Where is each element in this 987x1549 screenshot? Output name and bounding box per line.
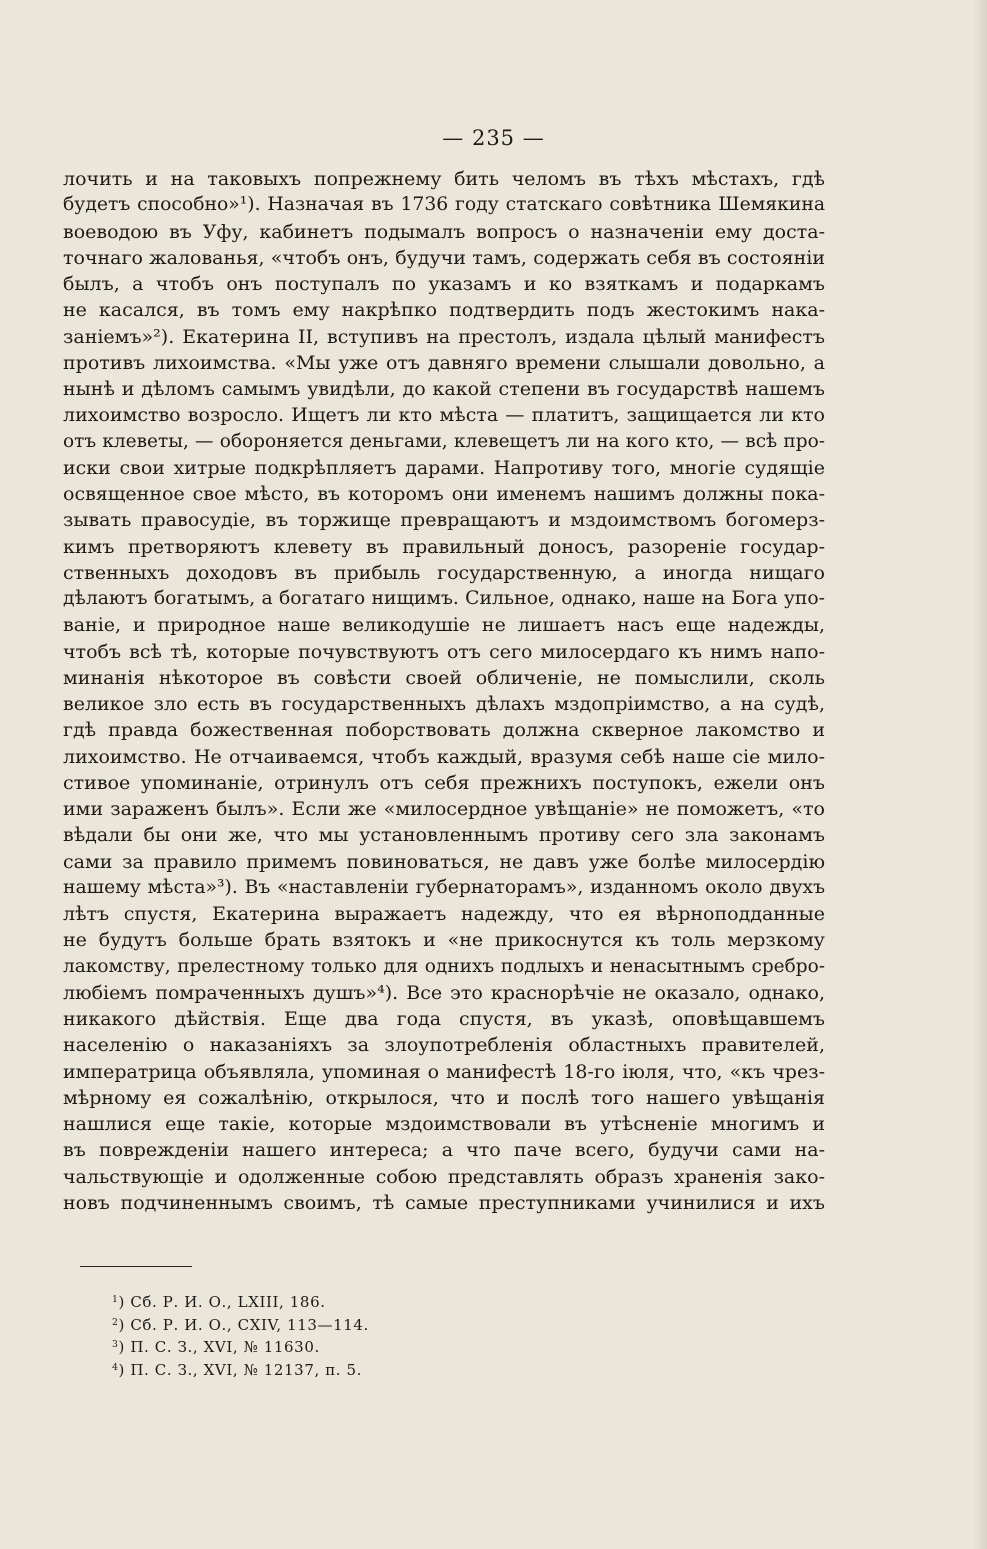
text-line: отъ клеветы, — обороняется деньгами, клевещетъ ли на кого кто, — всѣ про- xyxy=(63,430,825,452)
footnote-text: ) П. С. З., XVI, № 11630. xyxy=(118,1338,320,1357)
text-line: новъ подчиненнымъ своимъ, тѣ самые преступниками учинилися и ихъ xyxy=(63,1191,825,1214)
footnote-text: ) Сб. Р. И. О., CXIV, 113—114. xyxy=(118,1315,369,1334)
text-line: точнаго жалованья, «чтобъ онъ, будучи тамъ, содержать себя въ состояніи xyxy=(63,246,825,269)
text-line: чальствующіе и одолженные собою представлять образъ храненія зако- xyxy=(63,1165,825,1188)
text-line: лѣтъ спустя, Екатерина выражаетъ надежду, что ея вѣрноподданные xyxy=(63,903,825,925)
text-line: чтобъ всѣ тѣ, которые почувствуютъ отъ сего милосердаго къ нимъ напо- xyxy=(63,640,825,663)
footnote xyxy=(112,1336,369,1359)
text-line: сами за правило примемъ повиноваться, не давъ уже болѣе милосердію xyxy=(63,850,825,873)
footnote xyxy=(112,1359,369,1382)
text-line: кимъ претворяютъ клевету въ правильный доносъ, разореніе государ- xyxy=(63,535,825,558)
text-line: никакого дѣйствія. Еще два года спустя, въ указѣ, оповѣщавшемъ xyxy=(63,1008,825,1030)
footnote-mark: 2 xyxy=(112,1316,119,1328)
text-line: будетъ способно»¹). Назначая въ 1736 году статскаго совѣтника Шемякина xyxy=(63,194,825,216)
page-edge-shadow xyxy=(973,0,987,1549)
text-line: нашлися еще такіе, которые мздоимствовали въ утѣсненіе многимъ и xyxy=(63,1113,825,1135)
text-line: стивое упоминаніе, отринулъ отъ себя прежнихъ поступокъ, ежели онъ xyxy=(63,771,825,794)
footnote-divider xyxy=(80,1266,192,1267)
text-line: мѣрному ея сожалѣнію, открылося, что и послѣ того нашего увѣщанія xyxy=(63,1086,825,1109)
text-line: дѣлаютъ богатымъ, а богатаго нищимъ. Сильное, однако, наше на Бога упо- xyxy=(63,588,825,609)
text-line: великое зло есть въ государственныхъ дѣлахъ мздопріимство, а на судѣ, xyxy=(63,693,825,715)
text-line: гдѣ правда божественная поборствовать должна скверное лакомство и xyxy=(63,719,825,742)
text-line: противъ лихоимства. «Мы уже отъ давняго времени слышали довольно, а xyxy=(63,351,825,374)
text-line: императрица объявляла, упоминая о манифестѣ 18-го іюля, что, «къ чрез- xyxy=(63,1060,825,1083)
text-line: зывать правосудіе, въ торжище превращаютъ и мздоимствомъ богомерз- xyxy=(63,509,825,532)
text-line: вѣдали бы они же, что мы установленнымъ противу сего зла законамъ xyxy=(63,824,825,847)
text-line: нашему мѣста»³). Въ «наставленіи губернаторамъ», изданномъ около двухъ xyxy=(63,876,825,898)
text-line: ственныхъ доходовъ въ прибыль государственную, а иногда нищаго xyxy=(63,561,825,584)
footnote xyxy=(112,1291,369,1314)
footnote-text: ) Сб. Р. И. О., LXIII, 186. xyxy=(118,1293,326,1311)
body-text xyxy=(63,166,825,1216)
footnotes-list xyxy=(112,1291,369,1381)
text-line: былъ, а чтобъ онъ поступалъ по указамъ и ко взяткамъ и подаркамъ xyxy=(63,273,825,295)
text-line: ими зараженъ былъ». Если же «милосердное увѣщаніе» не поможетъ, «то xyxy=(63,798,825,820)
text-line: иски свои хитрые подкрѣпляетъ дарами. Напротиву того, многіе судящіе xyxy=(63,456,825,479)
text-line: воеводою въ Уфу, кабинетъ подымалъ вопросъ о назначеніи ему доста- xyxy=(63,220,825,243)
footnote xyxy=(112,1314,369,1337)
text-line: въ поврежденіи нашего интереса; а что паче всего, будучи сами на- xyxy=(63,1139,825,1162)
text-line: лочить и на таковыхъ попрежнему бить челомъ въ тѣхъ мѣстахъ, гдѣ xyxy=(63,168,825,190)
text-line: лакомству, прелестному только для однихъ подлыхъ и ненасытнымъ сребро- xyxy=(63,955,825,977)
text-line: любіемъ помраченныхъ душъ»⁴). Все это краснорѣчіе не оказало, однако, xyxy=(63,981,825,1004)
text-line: минанія нѣкоторое въ совѣсти своей обличеніе, не помыслили, сколь xyxy=(63,666,825,689)
footnote-mark: 4 xyxy=(112,1361,119,1373)
footnote-mark: 1 xyxy=(112,1293,119,1305)
footnote-text: ) П. С. З., XVI, № 12137, п. 5. xyxy=(118,1360,363,1379)
footnote-mark: 3 xyxy=(112,1339,119,1351)
text-line: не будутъ больше брать взятокъ и «не прикоснутся къ толь мерзкому xyxy=(63,929,825,952)
text-line: ваніе, и природное наше великодушіе не лишаетъ насъ еще надежды, xyxy=(63,614,825,637)
text-line: освященное свое мѣсто, въ которомъ они именемъ нашимъ должны пока- xyxy=(63,483,825,505)
text-line: заніемъ»²). Екатерина II, вступивъ на престолъ, издала цѣлый манифестъ xyxy=(63,325,825,348)
text-line: не касался, въ томъ ему накрѣпко подтвердить подъ жестокимъ нака- xyxy=(63,299,825,322)
text-line: лихоимство. Не отчаиваемся, чтобъ каждый, вразумя себѣ наше сіе мило- xyxy=(63,745,825,768)
text-line: нынѣ и дѣломъ самымъ увидѣли, до какой степени въ государствѣ нашемъ xyxy=(63,378,825,400)
text-line: населенію о наказаніяхъ за злоупотребленія областныхъ правителей, xyxy=(63,1034,825,1057)
text-line: лихоимство возросло. Ищетъ ли кто мѣста — платитъ, защищается ли кто xyxy=(63,404,825,427)
page-number: — 235 — xyxy=(442,126,545,150)
